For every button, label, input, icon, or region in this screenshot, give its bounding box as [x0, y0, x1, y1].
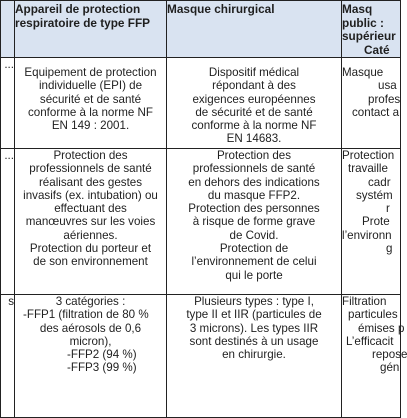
cell-line: en chirurgie.	[222, 348, 286, 362]
cell-line: conforme à la norme NF	[27, 105, 153, 119]
cell-line: effectuant des	[54, 202, 127, 216]
row-label-text: ...	[4, 58, 14, 71]
cell-line: micron),	[69, 334, 112, 348]
cell-line: à risque de forme grave	[192, 215, 316, 229]
cell-line: gén	[380, 361, 400, 375]
cell-line: invasifs (ex. intubation) ou	[23, 188, 158, 202]
row-label-cell	[1, 295, 15, 418]
header-public-line: supérieur	[342, 29, 396, 43]
cell-line: réalisant des gestes	[38, 175, 143, 189]
cell-surgical-filtration	[167, 295, 342, 418]
cell-line: -FFP2 (94 %)	[67, 348, 137, 362]
cell-line: de sécurité et de santé	[195, 105, 313, 119]
header-public-line: public :	[342, 15, 384, 30]
cell-public-filtration	[342, 295, 407, 418]
header-public-line: Caté	[364, 42, 390, 57]
cell-line: repose	[372, 348, 407, 362]
header-cell-empty	[1, 1, 15, 58]
cell-line: 3 catégories :	[55, 295, 126, 308]
cell-line: répondant à des	[212, 79, 296, 93]
header-public-mask	[342, 1, 401, 58]
row-label-cell	[1, 149, 15, 295]
cell-line: Masque	[342, 66, 384, 79]
cell-line: -FFP3 (99 %)	[67, 361, 137, 375]
header-surgical-mask	[167, 1, 342, 58]
cell-line: Prote	[362, 215, 390, 229]
cell-line: conforme à la norme NF	[191, 119, 317, 133]
cell-line: sécurité et de santé	[39, 92, 142, 106]
cell-line: profes	[368, 92, 401, 106]
cell-ffp-definition	[15, 58, 167, 149]
row-use	[1, 149, 401, 295]
cell-line: Protection des	[53, 149, 128, 162]
row-filtration	[1, 295, 401, 418]
cell-line: aériennes.	[63, 228, 118, 242]
cell-line: exigences européennes	[192, 92, 316, 106]
cell-line: professionnels de santé	[192, 162, 316, 176]
cell-line: particules	[348, 308, 398, 322]
cell-line: g	[386, 242, 393, 256]
cell-line: L’efficacit	[346, 334, 394, 348]
row-label-cell	[1, 58, 15, 149]
cell-line: émises p	[358, 321, 405, 335]
cell-line: Protection des personnes	[188, 202, 320, 216]
cell-line: des aérosols de 0,6	[39, 321, 142, 335]
cell-line: Plusieurs types : type I,	[194, 295, 314, 308]
header-row	[1, 1, 401, 58]
cell-line: Filtration	[342, 295, 387, 308]
header-ffp-line: respiratoire de type FFP	[15, 15, 151, 30]
cell-line: qui le porte	[225, 268, 283, 282]
cell-surgical-use	[167, 149, 342, 295]
cell-line: EN 149 : 2001.	[51, 119, 130, 133]
cell-line: usa	[378, 79, 397, 93]
cell-line: professionnels de santé	[29, 162, 152, 176]
cell-line: Dispositif médical	[208, 66, 300, 79]
cell-line: Protection du porteur et	[29, 242, 152, 256]
cell-line: l’environn	[342, 228, 392, 242]
cell-line: type II et IIR (particules de	[186, 308, 322, 322]
cell-line: r	[386, 202, 390, 216]
row-label-text: s	[8, 295, 14, 308]
cell-line: Protection	[342, 149, 395, 162]
cell-line: individuelle (EPI) de	[38, 79, 143, 93]
row-definition	[1, 58, 401, 149]
cell-ffp-filtration	[15, 295, 167, 418]
cell-line: contact a	[352, 105, 400, 119]
cell-line: systém	[356, 188, 393, 202]
cell-line: -FFP1 (filtration de 80 %	[23, 308, 149, 322]
row-label-text: ...	[4, 149, 14, 162]
header-ffp-line: Appareil de protection	[15, 2, 141, 16]
cell-line: du masque FFP2.	[207, 188, 301, 202]
cell-line: l’environnement de celui	[191, 255, 317, 269]
cell-line: 3 microns). Les types IIR	[189, 321, 319, 335]
cell-line: EN 14683.	[226, 132, 282, 146]
cell-line: cadr	[368, 175, 391, 189]
cell-line: sont destinés à un usage	[189, 334, 319, 348]
header-public-line: Masq	[342, 2, 373, 16]
header-surgical-line: Masque chirurgical	[167, 2, 275, 16]
header-ffp	[15, 1, 167, 58]
cell-line: Equipement de protection	[24, 66, 157, 79]
cell-line: travaille	[348, 162, 388, 176]
cell-line: manœuvres sur les voies	[25, 215, 156, 229]
cell-line: de son environnement	[33, 255, 148, 269]
cell-public-use	[342, 149, 401, 295]
cell-line: Protection des	[216, 149, 292, 162]
cell-surgical-definition	[167, 58, 342, 149]
cell-line: en dehors des indications	[188, 175, 320, 189]
cell-public-definition	[342, 58, 401, 149]
cell-ffp-use	[15, 149, 167, 295]
cell-line: de Covid.	[229, 228, 279, 242]
cell-line: Protection de	[219, 242, 289, 256]
